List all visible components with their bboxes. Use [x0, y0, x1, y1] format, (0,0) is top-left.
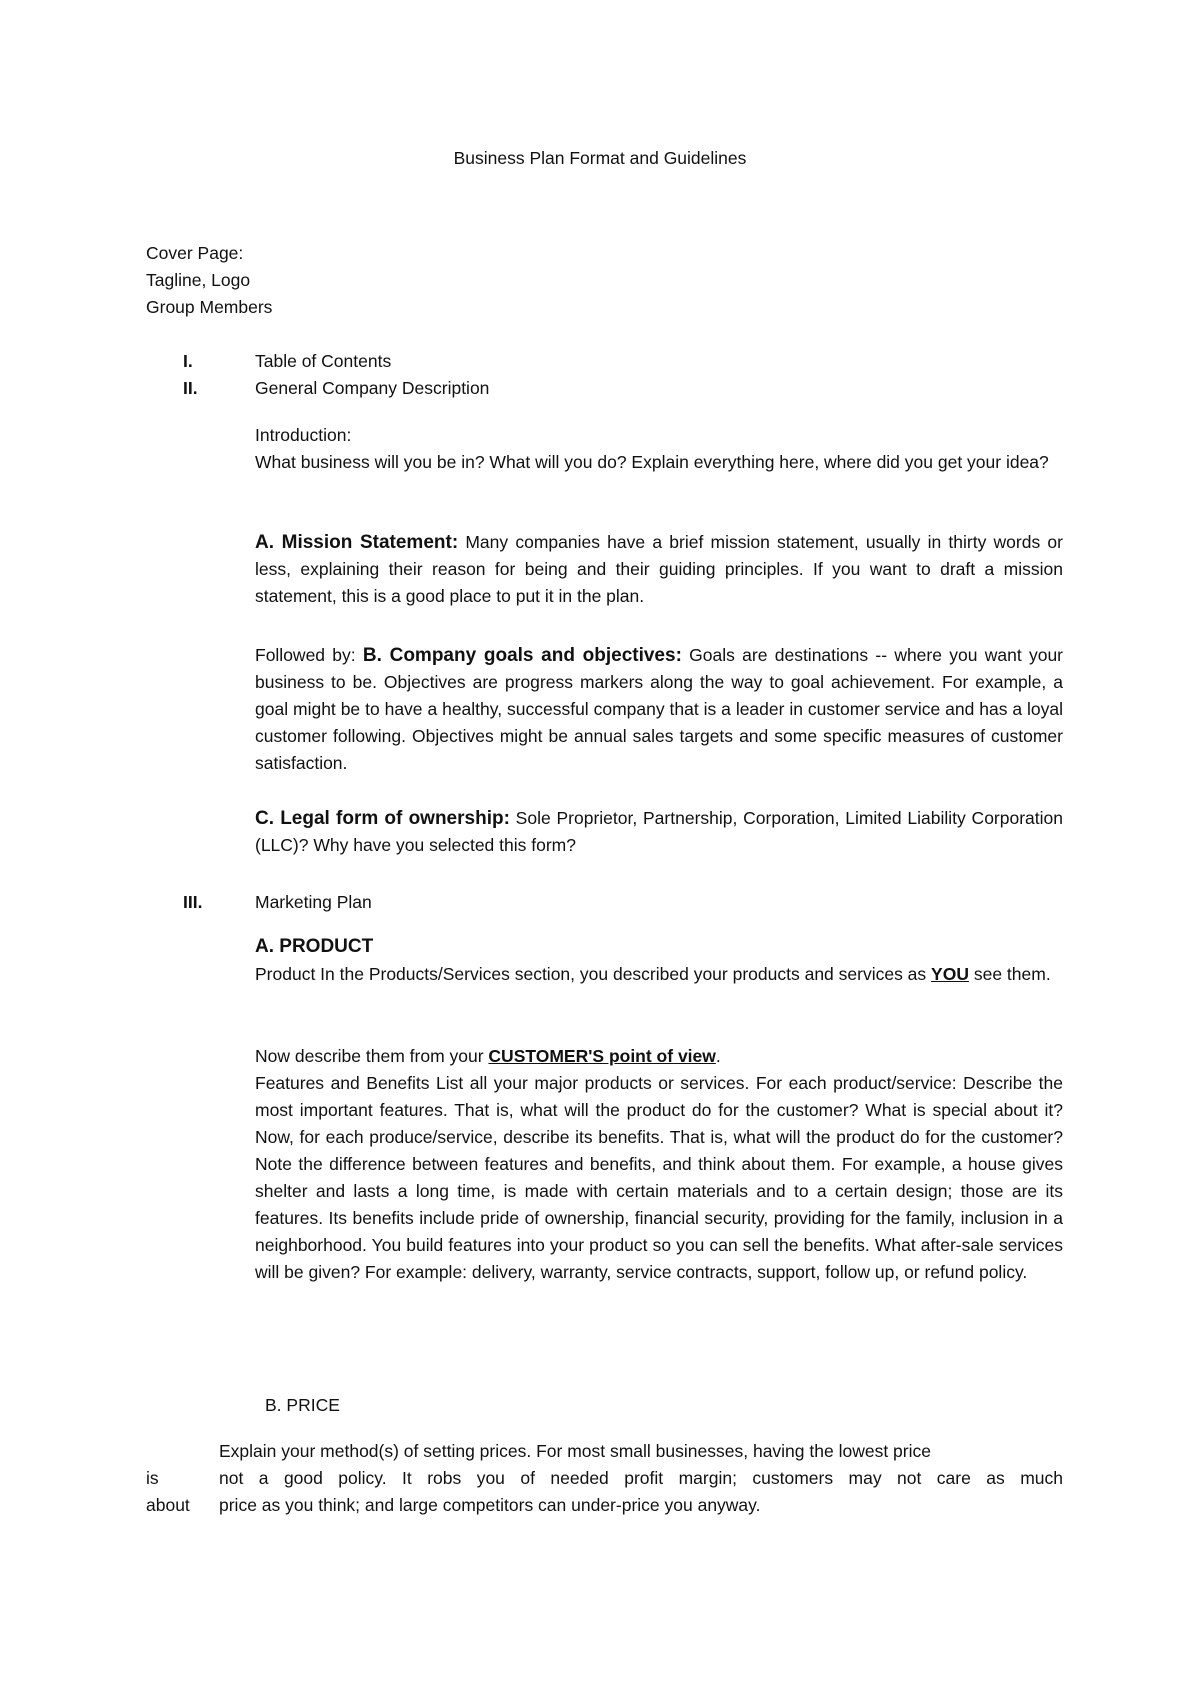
price-line-2: not a good policy. It robs you of needed profit margin; customers may not care as much — [219, 1468, 1063, 1488]
goals-paragraph — [255, 642, 1063, 777]
introduction-block — [255, 422, 1063, 476]
product-intro-end: see them. — [968, 964, 1051, 984]
section-number-3: III. — [183, 892, 203, 912]
price-line-3: price as you think; and large competitors can under-price you anyway. — [219, 1495, 761, 1515]
goals-text: Goals are destinations -- where you want your business to be. Objectives are progress markers along the way to goal achievement. For example, a goal might be to have a healthy, successful company that is a leader in customer service and has a loyal customer following. Objectives might be annual sales targets and some specific measures of customer satisfaction. — [255, 645, 1064, 773]
cover-group-members: Group Members — [146, 297, 273, 317]
legal-heading: C. Legal form of ownership: — [255, 808, 510, 829]
section-title-toc: Table of Contents — [255, 351, 392, 371]
customer-point-of-view: CUSTOMER'S point of view — [488, 1046, 716, 1066]
section-number-1: I. — [183, 351, 193, 371]
section-title-marketing-plan: Marketing Plan — [255, 892, 372, 912]
cover-page-label: Cover Page: — [146, 243, 244, 263]
price-left-word-is: is — [146, 1468, 159, 1488]
product-heading: A. PRODUCT — [255, 936, 374, 957]
customer-view-text: Now describe them from your — [255, 1046, 489, 1066]
goals-prefix: Followed by: — [255, 645, 363, 665]
goals-heading: B. Company goals and objectives: — [362, 645, 682, 666]
customer-view-line — [255, 1043, 1063, 1070]
mission-heading: A. Mission Statement: — [255, 532, 459, 553]
cover-tagline-logo: Tagline, Logo — [146, 270, 251, 290]
section-title-company-description: General Company Description — [255, 378, 490, 398]
price-line-1: Explain your method(s) of setting prices. For most small businesses, having the lowest price — [219, 1441, 931, 1461]
section-number-2: II. — [183, 378, 198, 398]
mission-text: Many companies have a brief mission statement, usually in thirty words or less, explaining their reason for being and their guiding principles. If you want to draft a mission statement, this is a good place to put it in the plan. — [255, 532, 1063, 606]
mission-paragraph — [255, 529, 1063, 610]
price-heading: B. PRICE — [265, 1395, 340, 1415]
product-intro-paragraph — [255, 961, 1063, 988]
legal-text: Sole Proprietor, Partnership, Corporation, Limited Liability Corporation (LLC)? Why have you selected this form? — [255, 808, 1063, 855]
features-benefits-paragraph: Features and Benefits List all your major products or services. For each product/service: Describe the most important features. That is, what will the product do for the customer? What is special about it? Now, for each produce/service, describe its benefits. That is, what will the product do for the customer? Note the difference between features and benefits, and think about them. For example, a house gives shelter and lasts a long time, is made with certain materials and to a certain design; those are its features. Its benefits include pride of ownership, financial security, providing for the family, inclusion in a neighborhood. You build features into your product so you can sell the benefits. What after-sale services will be given? For example: delivery, warranty, service contracts, support, follow up, or refund policy. — [255, 1073, 1063, 1282]
product-intro-text: Product In the Products/Services section, you described your products and services as — [255, 964, 932, 984]
document-title: Business Plan Format and Guidelines — [453, 148, 747, 168]
you-emphasis: YOU — [931, 964, 969, 984]
customer-view-end: . — [715, 1046, 721, 1066]
legal-paragraph — [255, 805, 1063, 859]
price-left-word-about: about — [146, 1495, 190, 1515]
introduction-text: What business will you be in? What will you do? Explain everything here, where did you get your idea? — [255, 452, 1049, 472]
introduction-label: Introduction: — [255, 425, 352, 445]
cover-page-block — [146, 240, 272, 321]
